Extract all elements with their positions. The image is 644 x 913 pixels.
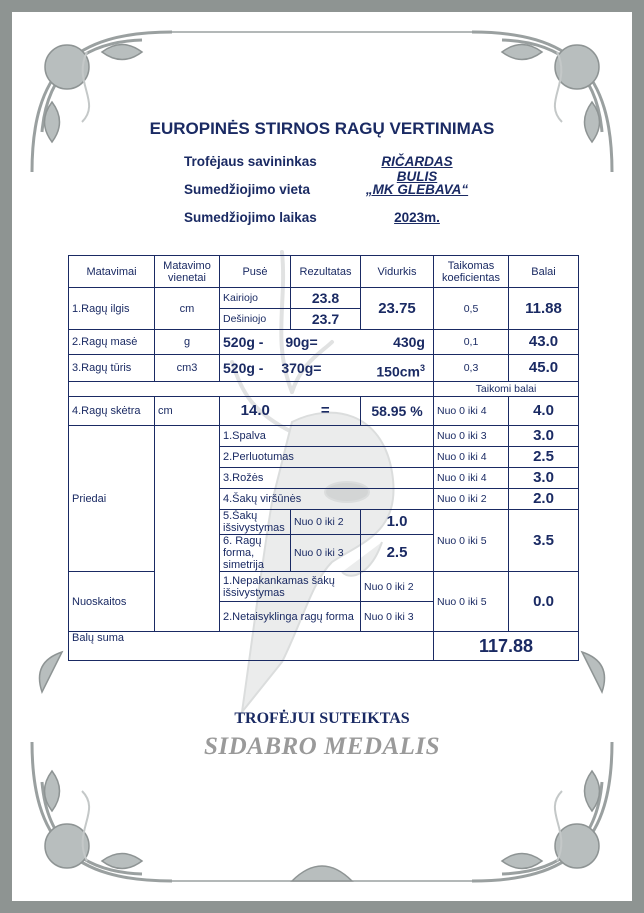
bonus-item-points: 3.0 — [509, 468, 579, 489]
span-name: 4.Ragų skėtra — [69, 397, 155, 426]
mass-coef: 0,1 — [434, 330, 509, 355]
table-row — [69, 572, 579, 602]
mass-calc — [220, 330, 434, 355]
deductions-group: Nuoskaitos — [69, 572, 155, 632]
deductions-combined-range: Nuo 0 iki 5 — [434, 572, 509, 632]
span-value: 14.0 — [220, 397, 291, 426]
award-line: TROFĖJUI SUTEIKTAS — [234, 710, 410, 727]
volume-name: 3.Ragų tūris — [69, 355, 155, 382]
mass-name: 2.Ragų masė — [69, 330, 155, 355]
volume-net-wrap — [376, 362, 425, 378]
deduction-item-name: 1.Nepakankamas šakų išsivystymas — [220, 572, 361, 602]
bonus-item-name: 2.Perluotumas — [220, 447, 434, 468]
deductions-combined-points: 0.0 — [509, 572, 579, 632]
header-result: Rezultatas — [291, 256, 361, 288]
table-row — [69, 426, 579, 447]
volume-coef: 0,3 — [434, 355, 509, 382]
owner-value: RIČARDAS BULIS — [381, 154, 453, 184]
length-unit: cm — [155, 288, 220, 330]
tine-dev-name: 5.Šakų išsivystymas — [220, 510, 291, 535]
deduction-item-name: 2.Netaisyklinga ragų forma — [220, 602, 361, 632]
bonus-item-range: Nuo 0 iki 4 — [434, 468, 509, 489]
length-name: 1.Ragų ilgis — [69, 288, 155, 330]
span-range: Nuo 0 iki 4 — [434, 397, 509, 426]
mass-tare: 90g= — [285, 334, 318, 350]
table-row — [69, 632, 579, 661]
bonus-item-points: 2.0 — [509, 489, 579, 510]
owner-row — [12, 154, 632, 184]
shape-range: Nuo 0 iki 3 — [291, 535, 361, 572]
span-unit: cm — [155, 397, 220, 426]
shape-name: 6. Ragų forma, simetrija — [220, 535, 291, 572]
deduction-item-range: Nuo 0 iki 3 — [361, 602, 434, 632]
bonus-combined-points: 3.5 — [509, 510, 579, 572]
total-label: Balų suma — [69, 632, 434, 661]
mass-gross: 520g - — [223, 334, 264, 350]
length-right-value: 23.7 — [291, 309, 361, 330]
bonus-item-range: Nuo 0 iki 4 — [434, 447, 509, 468]
volume-points: 45.0 — [509, 355, 579, 382]
volume-tare: 370g= — [281, 360, 322, 376]
mass-unit: g — [155, 330, 220, 355]
table-row — [69, 355, 579, 382]
bonus-item-name: 4.Šakų viršūnės — [220, 489, 434, 510]
volume-unit: cm3 — [155, 355, 220, 382]
total-value: 117.88 — [434, 632, 579, 661]
header-average: Vidurkis — [361, 256, 434, 288]
bonus-item-points: 2.5 — [509, 447, 579, 468]
location-label: Sumedžiojimo vieta — [184, 182, 311, 197]
table-header-row — [69, 256, 579, 288]
span-percent: 58.95 % — [361, 397, 434, 426]
header-points: Balai — [509, 256, 579, 288]
span-points: 4.0 — [509, 397, 579, 426]
volume-calc — [220, 355, 434, 382]
scoring-table — [68, 255, 579, 661]
volume-net: 150cm — [376, 363, 420, 380]
bonus-item-name: 1.Spalva — [220, 426, 434, 447]
bonus-combined-range: Nuo 0 iki 5 — [434, 510, 509, 572]
length-left-value: 23.8 — [291, 288, 361, 309]
length-average: 23.75 — [361, 288, 434, 330]
applied-points-label: Taikomi balai — [434, 382, 579, 397]
shape-value: 2.5 — [361, 535, 434, 572]
length-left-label: Kairiojo — [220, 288, 291, 309]
bonus-item-name: 3.Rožės — [220, 468, 434, 489]
header-coefficient: Taikomas koeficientas — [434, 256, 509, 288]
tine-dev-range: Nuo 0 iki 2 — [291, 510, 361, 535]
span-eq: = — [291, 397, 361, 426]
header-measurements: Matavimai — [69, 256, 155, 288]
date-value: 2023m. — [394, 210, 440, 225]
mass-net: 430g — [393, 334, 425, 350]
table-row — [69, 382, 579, 397]
length-coef: 0,5 — [434, 288, 509, 330]
length-right-label: Dešiniojo — [220, 309, 291, 330]
location-row — [12, 182, 632, 202]
bonus-group: Priedai — [69, 426, 155, 572]
table-row — [69, 288, 579, 309]
certificate-sheet — [12, 12, 632, 901]
owner-label: Trofėjaus savininkas — [184, 154, 317, 169]
table-row — [69, 330, 579, 355]
volume-gross: 520g - — [223, 360, 264, 376]
date-row — [12, 210, 632, 230]
table-row — [69, 397, 579, 426]
header-side: Pusė — [220, 256, 291, 288]
bonus-item-range: Nuo 0 iki 2 — [434, 489, 509, 510]
award-medal: SIDABRO MEDALIS — [203, 733, 441, 760]
volume-net-sup: 3 — [419, 363, 425, 373]
bonus-item-range: Nuo 0 iki 3 — [434, 426, 509, 447]
length-points: 11.88 — [509, 288, 579, 330]
date-label: Sumedžiojimo laikas — [184, 210, 317, 225]
header-unit: Matavimo vienetai — [155, 256, 220, 288]
bonus-item-points: 3.0 — [509, 426, 579, 447]
location-value: „MK GLEBAVA“ — [365, 182, 469, 197]
mass-points: 43.0 — [509, 330, 579, 355]
tine-dev-value: 1.0 — [361, 510, 434, 535]
page-title: EUROPINĖS STIRNOS RAGŲ VERTINIMAS — [149, 119, 495, 138]
deduction-item-range: Nuo 0 iki 2 — [361, 572, 434, 602]
